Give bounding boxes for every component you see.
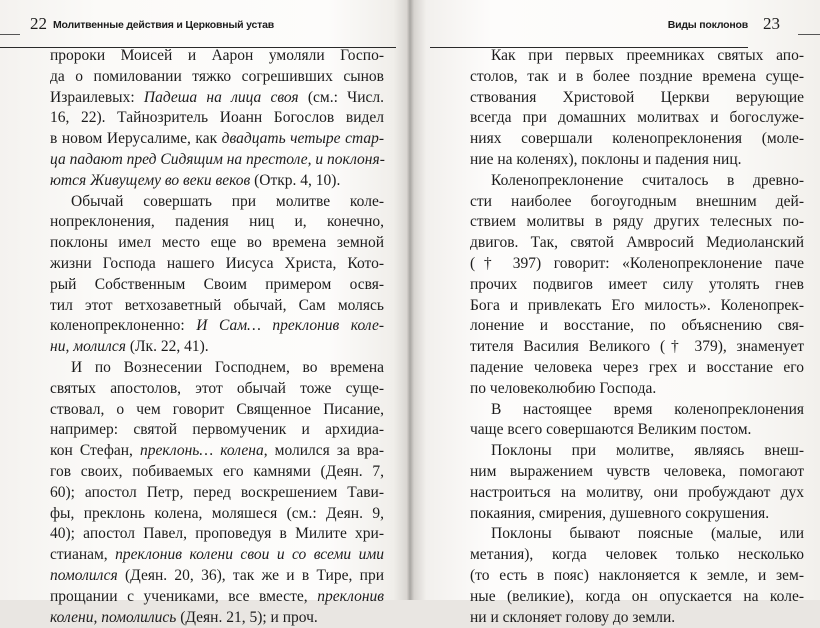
text-run: 60); апостол Петр, перед воскрешением Тави- [50, 483, 384, 501]
text-line [470, 545, 804, 566]
text-line [470, 316, 804, 337]
text-line [470, 88, 804, 109]
text-run: Израилевых: [50, 88, 144, 106]
text-run: да о помиловании тяжко согрешивших сынов [50, 67, 384, 85]
text-line [50, 524, 384, 545]
text-line [50, 358, 384, 379]
text-run: Коленопреклонение считалось в древно- [491, 171, 804, 189]
text-run: И по Вознесении Господнем, во времена [71, 358, 384, 376]
right-page-number: 23 [763, 14, 780, 33]
text-run: (Деян. 21, 5); и проч. [176, 608, 318, 626]
text-line [50, 254, 384, 275]
text-line [50, 150, 384, 171]
right-page [414, 0, 820, 626]
text-run: падение человека через грех и восстание его [470, 358, 804, 376]
italic-quote: ни, молился [50, 338, 126, 356]
text-run: Поклоны при молитве, являясь внеш- [491, 442, 804, 460]
text-run: ние на коленях), поклоны и падения ниц. [470, 150, 742, 168]
text-run: тил этот ветхозаветный обычай, Сам молясь [50, 296, 384, 314]
italic-quote: Падеша на лица своя [143, 88, 299, 106]
text-line [50, 171, 384, 192]
text-run: ствования Христовой Церкви верующие [470, 88, 804, 106]
text-run: 16, 22). Тайнозритель Иоанн Богослов видел [50, 109, 384, 127]
text-line [470, 504, 804, 525]
text-run: Бога и привлекать Его милость». Коленопрек- [470, 296, 804, 314]
italic-quote: И Сам… преклонив коле- [196, 317, 384, 335]
text-run: 40); апостол Павел, проповедуя в Милите хри- [50, 525, 384, 543]
text-run: столов, так и в более поздние времена суще- [470, 67, 804, 85]
text-run: Обычай совершать при молитве коле- [71, 192, 384, 210]
text-line [470, 150, 804, 171]
text-run: ствовал, о чем говорит Священное Писание, [50, 400, 384, 418]
text-line [50, 129, 384, 150]
text-run: настроиться на молитву, они пробуждают дух [470, 483, 804, 501]
text-line [470, 296, 804, 317]
text-run: метания), когда человек только несколько [470, 546, 804, 564]
text-run: покаяния, смирения, душевного сокрушения. [470, 504, 770, 522]
italic-quote: ца падают пред Сидящим на престоле, и поклоня- [50, 150, 385, 168]
text-line [50, 316, 384, 337]
text-run: по человеколюбию Господа. [470, 379, 657, 397]
left-running-title: Молитвенные действия и Церковный устав [53, 19, 274, 31]
text-line [470, 483, 804, 504]
left-page [0, 0, 402, 626]
text-line [50, 88, 384, 109]
text-run: в новом Иерусалиме, как [50, 130, 222, 148]
text-run: сти наиболее богоугодным внешним дей- [470, 192, 804, 210]
text-line [470, 171, 804, 192]
text-line [50, 233, 384, 254]
text-run: ни и склоняет голову до земли. [470, 608, 676, 626]
text-line [50, 462, 384, 483]
text-line [470, 46, 804, 67]
text-run: двигов. Так, святой Амвросий Медиоланский [470, 234, 804, 252]
italic-quote: ются Живущему во веки веков [50, 171, 251, 189]
italic-quote: преклонив колени свои и со всеми ими [115, 546, 384, 564]
text-run: (Деян. 20, 36), так же и в Тире, при [117, 566, 384, 584]
text-run: (см.: Числ. [298, 88, 384, 106]
text-line [470, 358, 804, 379]
text-run: прочих подвигов имеет силу утолять гнев [470, 275, 804, 293]
text-run: поклоны имел место еще во времена земной [50, 234, 384, 252]
left-page-body-text [50, 46, 384, 628]
text-run: святых апостолов, этот обычай тоже суще- [50, 379, 384, 397]
italic-quote: колени, помолились [50, 608, 177, 626]
text-line [470, 420, 804, 441]
italic-quote: преклонив [317, 587, 384, 605]
text-line [470, 212, 804, 233]
text-line [50, 67, 384, 88]
text-run: ним выражением чувств человека, помогают [470, 462, 804, 480]
text-line [470, 129, 804, 150]
left-page-header [0, 14, 396, 38]
text-run: пророки Моисей и Аарон умоляли Госпо- [50, 47, 384, 64]
text-line [470, 524, 804, 545]
text-line [50, 566, 384, 587]
text-line [50, 587, 384, 608]
text-line [50, 441, 384, 462]
text-line [50, 420, 384, 441]
text-line [470, 337, 804, 358]
text-line [470, 108, 804, 129]
text-run: Поклоны бывают поясные (малые, или [491, 525, 804, 543]
text-line [50, 379, 384, 400]
italic-quote: помолился [50, 566, 118, 584]
text-run: кон Стефан, [50, 442, 140, 460]
text-line [50, 192, 384, 213]
text-run: фы, преклонь колена, моляшеся (см.: Деян. 9, [50, 504, 384, 522]
text-run: ниях совершали коленопреклонения (моле- [470, 130, 804, 148]
text-run: лонение и восстание, по объяснению свя- [470, 317, 804, 335]
text-line [50, 400, 384, 421]
text-line [50, 483, 384, 504]
text-run: всегда при домашних молитвах и богослуже- [470, 109, 804, 127]
text-run: например: святой первомученик и архидиа- [50, 421, 384, 439]
text-run: тителя Василия Великого († 379), знаменует [470, 338, 804, 356]
text-run: коленопреклоненно: [50, 317, 197, 335]
right-page-header [414, 14, 820, 38]
italic-quote: двадцать четыре стар- [221, 130, 384, 148]
text-line [470, 608, 804, 628]
text-line [470, 192, 804, 213]
text-line [470, 233, 804, 254]
text-run: рый Собственным Своим примером освя- [50, 275, 384, 293]
text-run: , молился за вра- [263, 442, 384, 460]
text-line [50, 504, 384, 525]
text-run: стианам, [50, 546, 116, 564]
text-line [50, 212, 384, 233]
text-line [50, 275, 384, 296]
text-run: ствием молитвы в ряду других телесных по- [470, 213, 804, 231]
italic-quote: преклонь… колена [139, 442, 264, 460]
text-line [470, 254, 804, 275]
text-line [50, 608, 384, 628]
text-line [50, 108, 384, 129]
text-run: прощании с учениками, все вместе, [50, 587, 318, 605]
text-run: († 397) говорит: «Коленопреклонение паче [470, 254, 804, 272]
text-line [470, 400, 804, 421]
text-line [50, 296, 384, 317]
text-run: В настоящее время коленопреклонения [491, 400, 804, 418]
left-page-number: 22 [30, 14, 47, 33]
text-run: чаще всего совершаются Великим постом. [470, 421, 752, 439]
text-line [470, 587, 804, 608]
text-line [470, 275, 804, 296]
text-run: (то есть в пояс) наклоняется к земле, и зем- [470, 566, 804, 584]
text-line [470, 67, 804, 88]
right-page-body-text [470, 46, 804, 628]
text-run: (Откр. 4, 10). [250, 171, 341, 189]
text-run: ные (великие), когда он опускается на коле- [470, 587, 804, 605]
text-line [470, 441, 804, 462]
text-line [50, 337, 384, 358]
text-run: нопреклонения, падения ниц и, конечно, [50, 213, 384, 231]
right-running-title: Виды поклонов [667, 19, 748, 31]
header-rule-right-edge [798, 34, 820, 35]
text-run: жизни Господа нашего Иисуса Христа, Кото- [50, 254, 384, 272]
text-line [50, 545, 384, 566]
text-line [470, 379, 804, 400]
text-line [470, 462, 804, 483]
text-line [50, 46, 384, 67]
text-line [470, 566, 804, 587]
text-run: Как при первых преемниках святых апо- [491, 47, 804, 64]
text-run: гов своих, побиваемых его камнями (Деян. 7, [50, 462, 384, 480]
text-run: (Лк. 22, 41). [126, 338, 209, 356]
header-rule-left-edge [0, 34, 20, 35]
